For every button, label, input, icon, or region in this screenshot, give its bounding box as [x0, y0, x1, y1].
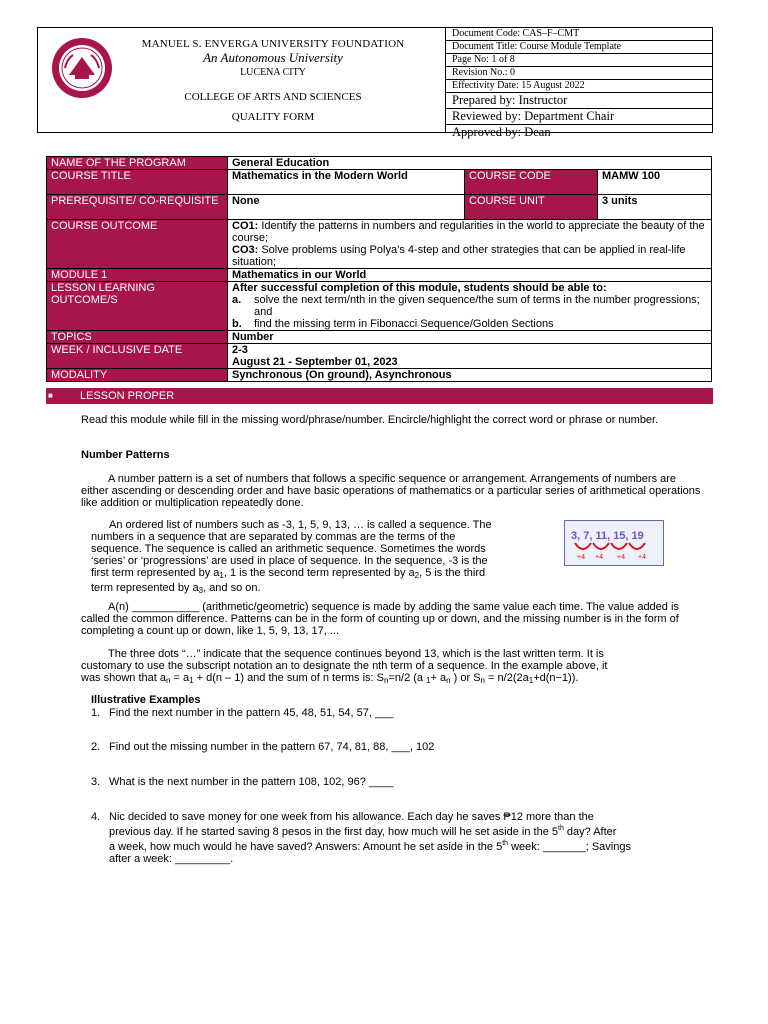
example-text: after a week: _________.: [109, 853, 234, 865]
university-seal-logo: [51, 37, 113, 99]
section-heading: Number Patterns: [81, 449, 170, 461]
example-item: [91, 811, 701, 865]
document-header: [37, 27, 713, 139]
text-run: + a: [430, 672, 447, 684]
prerequisite-label: PREREQUISITE/ CO-REQUISITE: [47, 195, 228, 220]
example-text: Find out the missing number in the pattern 67, 74, 81, 88, ___, 102: [109, 741, 435, 753]
sequence-line: [91, 567, 561, 582]
course-unit-value: 3 units: [598, 195, 712, 220]
sequence-line: ‘series’ or ‘progressions’ are used in place of sequence. In the sequence, -3 is the: [91, 555, 488, 567]
topics-label: TOPICS: [47, 331, 228, 344]
co1-tag: CO1:: [232, 220, 259, 232]
text-line: customary to use the subscript notation an to designate the nth term of a sequence. In the example above, it: [81, 660, 608, 672]
superscript: th: [502, 840, 509, 847]
subscript: n: [480, 676, 485, 685]
example-item: [91, 707, 393, 719]
formula-line: [81, 672, 711, 687]
revision-number: Revision No.: 0: [446, 67, 712, 80]
sequence-numbers: 3, 7, 11, 15, 19: [571, 530, 644, 542]
table-row: [47, 195, 712, 220]
inclusive-dates: August 21 - September 01, 2023: [232, 356, 398, 368]
text-run: = n/2(2a: [485, 672, 529, 684]
table-row: [47, 170, 712, 195]
subscript: 1: [528, 676, 534, 685]
city-label: LUCENA CITY: [240, 67, 306, 78]
subscript: n: [384, 676, 389, 685]
course-outcome-label: COURSE OUTCOME: [47, 220, 228, 269]
table-row: [47, 282, 712, 331]
subscript: n: [446, 676, 451, 685]
course-unit-label: COURSE UNIT: [465, 195, 598, 220]
table-row: [47, 220, 712, 269]
co3-text: Solve problems using Polya’s 4-step and other strategies that can be applied in real-life situation;: [232, 244, 686, 268]
example-text: Find the next number in the pattern 45, 48, 51, 54, 57, ___: [109, 707, 394, 719]
prerequisite-value: None: [228, 195, 465, 220]
subscript: 1: [189, 676, 194, 685]
sequence-line: An ordered list of numbers such as -3, 1, 5, 9, 13, … is called a sequence. The: [109, 519, 492, 531]
program-label: NAME OF THE PROGRAM: [47, 157, 228, 170]
increment-label: +4: [638, 554, 646, 561]
prepared-by: Prepared by: Instructor: [446, 93, 712, 109]
sequence-line: sequence. The sequence is called an arithmetic sequence. Sometimes the words: [91, 543, 486, 555]
autonomous-label: An Autonomous University: [203, 50, 343, 65]
example-text: Nic decided to save money for one week from his allowance. Each day he saves ₱12 more than the: [109, 811, 594, 823]
page-number: Page No: 1 of 8: [446, 54, 712, 67]
table-row: [47, 331, 712, 344]
sequence-line: numbers in a sequence that are separated by commas are the terms of the: [91, 531, 456, 543]
subscript: 1: [219, 571, 224, 580]
course-code-value: MAMW 100: [598, 170, 712, 195]
paragraph-sequence: [91, 519, 561, 597]
table-row: [47, 344, 712, 369]
text-run: first term represented by a: [91, 567, 220, 579]
subscript: n: [166, 676, 171, 685]
text-run: , 5 is the third: [419, 567, 486, 579]
increment-label: +4: [577, 554, 585, 561]
modality-value: Synchronous (On ground), Asynchronous: [228, 369, 712, 382]
course-info-table: [46, 156, 712, 382]
outcome-a-text: solve the next term/nth in the given sequence/the sum of terms in the number progressions; and: [254, 294, 700, 318]
week-label: WEEK / INCLUSIVE DATE: [47, 344, 228, 369]
lesson-proper-label: LESSON PROPER: [80, 390, 175, 402]
sequence-line: [91, 582, 561, 597]
text-run: + d(n – 1) and the sum of n terms is: S: [193, 672, 385, 684]
program-value: General Education: [228, 157, 712, 170]
learning-outcome-label: LESSON LEARNING OUTCOME/S: [47, 282, 228, 331]
doc-code: Document Code: CAS–F–CMT: [446, 28, 712, 41]
learning-outcome-intro: After successful completion of this module, students should be able to:: [232, 282, 607, 294]
text-run: was shown that a: [81, 672, 166, 684]
text-run: , 1 is the second term represented by a: [223, 567, 415, 579]
approved-by: Approved by: Dean: [452, 125, 551, 139]
sequence-illustration: [564, 520, 664, 566]
course-outcome-value: [228, 220, 712, 269]
table-row: [47, 369, 712, 382]
text-run: = a: [170, 672, 190, 684]
example-number: 4.: [91, 811, 101, 823]
text-run: term represented by a: [91, 582, 199, 594]
intro-text: Read this module while fill in the missing word/phrase/number. Encircle/highlight the correct word or phrase or number.: [81, 414, 659, 426]
outcome-b-tag: b.: [232, 318, 242, 330]
text-run: , and so on.: [203, 582, 261, 594]
text-run: +d(n−1)).: [533, 672, 579, 684]
examples-heading: Illustrative Examples: [91, 694, 201, 706]
example-text: a week, how much would he have saved? Answers: Amount he set aside in the 5: [109, 841, 503, 853]
sequence-arcs-icon: [573, 541, 659, 555]
paragraph-three-dots: [81, 648, 711, 687]
example-number: 2.: [91, 741, 101, 753]
example-text: week: _______; Savings: [508, 841, 631, 853]
reviewed-by: Reviewed by: Department Chair: [446, 109, 712, 125]
table-row: [47, 269, 712, 282]
course-code-label: COURSE CODE: [465, 170, 598, 195]
week-numbers: 2-3: [232, 344, 248, 356]
module-label: MODULE 1: [47, 269, 228, 282]
modality-label: MODALITY: [47, 369, 228, 382]
table-row: [47, 157, 712, 170]
paragraph-arithmetic: A(n) ___________ (arithmetic/geometric) sequence is made by adding the same value each time. The value added is called the common difference. Patterns can be in the form of counting up or down, and the missing number is in the form of completing a count up or down, like 1, 5, 9, 13, 17, ...: [81, 601, 679, 637]
bullet-icon: ■: [48, 391, 53, 400]
college-name: COLLEGE OF ARTS AND SCIENCES: [184, 91, 362, 103]
form-label: QUALITY FORM: [231, 111, 315, 123]
co3-tag: CO3:: [232, 244, 259, 256]
example-text: day? After: [563, 826, 617, 838]
example-item: [91, 776, 393, 788]
example-text: What is the next number in the pattern 108, 102, 96? ____: [109, 776, 394, 788]
doc-title: Document Title: Course Module Template: [446, 41, 712, 54]
document-meta: [446, 28, 712, 139]
week-value: [228, 344, 712, 369]
outcome-b-text: find the missing term in Fibonacci Sequence/Golden Sections: [254, 318, 554, 330]
outcome-a-tag: a.: [232, 294, 242, 306]
superscript: th: [558, 825, 564, 832]
header-institution: [38, 28, 446, 132]
example-number: 3.: [91, 776, 101, 788]
text-line: The three dots “…” indicate that the sequence continues beyond 13, which is the last written term. It is: [108, 648, 604, 660]
increment-label: +4: [595, 554, 603, 561]
module-value: Mathematics in our World: [228, 269, 712, 282]
example-item: [91, 741, 434, 753]
course-title-value: Mathematics in the Modern World: [228, 170, 465, 195]
effectivity-date: Effectivity Date: 15 August 2022: [446, 80, 712, 93]
lesson-proper-bar: [46, 388, 713, 404]
learning-outcome-value: [228, 282, 712, 331]
topics-value: Number: [228, 331, 712, 344]
example-number: 1.: [91, 707, 101, 719]
subscript: 1: [426, 676, 431, 685]
subscript: 3: [198, 586, 204, 595]
intro-paragraph: [81, 414, 701, 426]
text-run: =n/2 (a: [388, 672, 427, 684]
co1-text: Identify the patterns in numbers and regularities in the world to appreciate the beauty of the course;: [232, 220, 705, 244]
example-text: previous day. If he started saving 8 pesos in the first day, how much will he set aside in the 5: [109, 826, 558, 838]
course-title-label: COURSE TITLE: [47, 170, 228, 195]
paragraph-number-pattern: A number pattern is a set of numbers that follows a specific sequence or arrangement. Arrangements of numbers are either ascending or descending order and have basic operations of mathematics or a particular series of arithmetical operations like addition or multiplication repeatedly done.: [81, 473, 701, 509]
subscript: 2: [414, 571, 420, 580]
text-run: ) or S: [450, 672, 481, 684]
increment-label: +4: [617, 554, 625, 561]
university-name: MANUEL S. ENVERGA UNIVERSITY FOUNDATION: [141, 38, 405, 50]
